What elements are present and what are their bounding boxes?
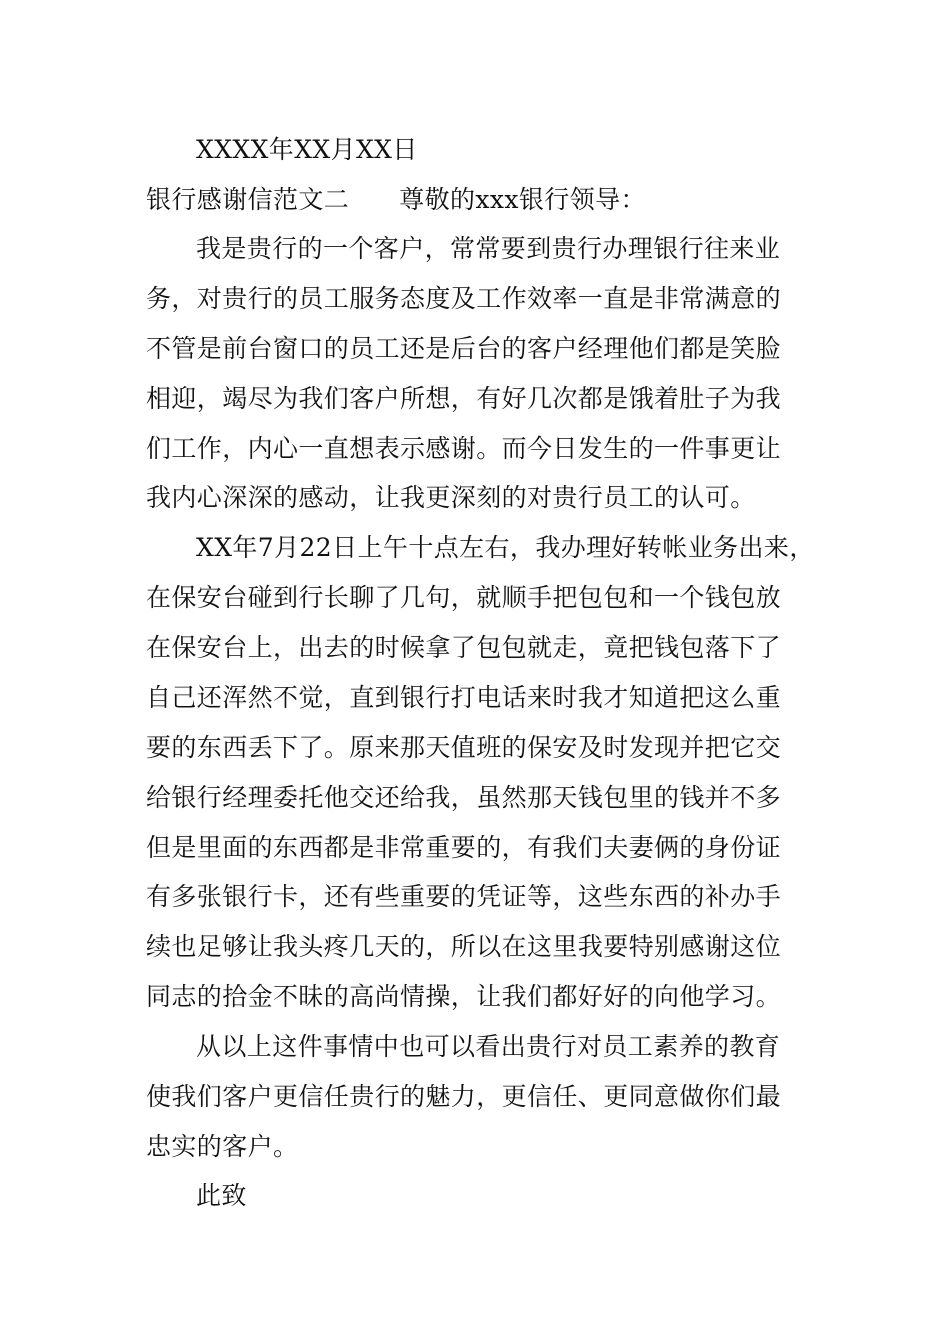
paragraph-1-line-1: 我是贵行的一个客户，常常要到贵行办理银行往来业 [196,234,781,263]
paragraph-1-line-6: 我内心深深的感动，让我更深刻的对贵行员工的认可。 [146,483,756,512]
letter-heading: 银行感谢信范文二 [146,185,350,214]
paragraph-2-line-4: 自己还浑然不觉，直到银行打电话来时我才知道把这么重 [146,683,782,712]
paragraph-2-line-5: 要的东西丢下了。原来那天值班的保安及时发现并把它交 [146,733,782,762]
date-line: XXXX年XX月XX日 [196,135,418,164]
paragraph-2-line-1: XX年7月22日上午十点左右，我办理好转帐业务出来， [196,533,815,562]
paragraph-3-line-2: 使我们客户更信任贵行的魅力，更信任、更同意做你们最 [146,1082,782,1111]
paragraph-3-line-1: 从以上这件事情中也可以看出贵行对员工素养的教育 [196,1032,781,1061]
paragraph-1-line-2: 务，对贵行的员工服务态度及工作效率一直是非常满意的 [146,284,782,313]
paragraph-2-line-2: 在保安台碰到行长聊了几句，就顺手把包包和一个钱包放 [146,583,782,612]
heading-salutation-line [146,185,814,215]
paragraph-2-line-10: 同志的拾金不昧的高尚情操，让我们都好好的向他学习。 [146,982,782,1011]
paragraph-2-line-3: 在保安台上，出去的时候拿了包包就走，竟把钱包落下了 [146,633,782,662]
paragraph-3-line-3: 忠实的客户。 [146,1132,299,1161]
paragraph-2-line-7: 但是里面的东西都是非常重要的，有我们夫妻俩的身份证 [146,833,782,862]
paragraph-1-line-5: 们工作，内心一直想表示感谢。而今日发生的一件事更让 [146,434,782,463]
paragraph-2-line-9: 续也足够让我头疼几天的，所以在这里我要特别感谢这位 [146,932,782,961]
closing-line: 此致 [196,1181,247,1210]
paragraph-2-line-8: 有多张银行卡，还有些重要的凭证等，这些东西的补办手 [146,882,782,911]
salutation: 尊敬的xxx银行领导： [399,185,646,214]
paragraph-1-line-3: 不管是前台窗口的员工还是后台的客户经理他们都是笑脸 [146,334,782,363]
paragraph-1-line-4: 相迎，竭尽为我们客户所想，有好几次都是饿着肚子为我 [146,384,782,413]
paragraph-2-line-6: 给银行经理委托他交还给我，虽然那天钱包里的钱并不多 [146,783,782,812]
